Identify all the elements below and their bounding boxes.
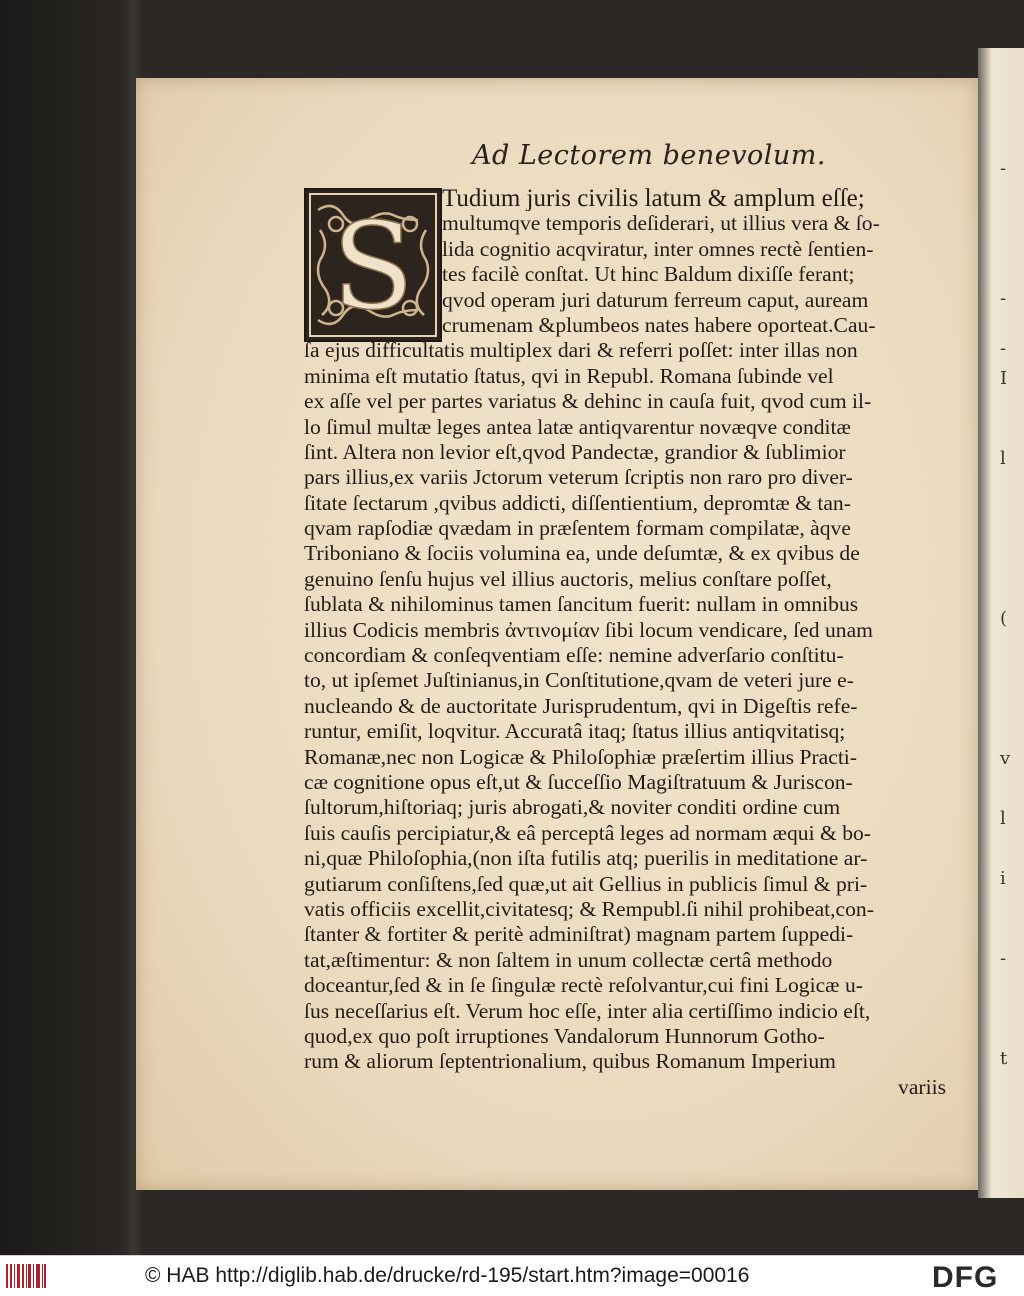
citation-link[interactable]: © HAB http://diglib.hab.de/drucke/rd-195/start.htm?image=00016: [145, 1264, 750, 1287]
adjacent-page-edge: - - - I l ( v l i - t: [978, 48, 1024, 1198]
text-line: Tudium juris civilis latum & amplum eſſe;: [442, 186, 865, 212]
text-line: genuino ſenſu hujus vel illius auctoris, melius conſtare poſſet,: [304, 566, 832, 591]
text-line: gutiarum conſiſtens,ſed quæ,ut ait Gellius in publicis ſimul & pri-: [304, 871, 868, 896]
text-line: doceantur,ſed & in ſe ſingulæ rectè reſolvantur,cui fini Logicæ u-: [304, 973, 863, 998]
text-line: tat,æſtimentur: & non ſaltem in unum collectæ certâ methodo: [304, 947, 833, 972]
text-line: ni,quæ Philoſophia,(non iſta futilis atq; puerilis in meditatione ar-: [304, 846, 868, 871]
text-line: ſint. Altera non levior eſt,qvod Pandectæ, grandior & ſublimior: [304, 439, 846, 464]
hab-barcode-icon: [6, 1264, 46, 1288]
text-line: rum & aliorum ſeptentrionalium, quibus Romanum Imperium: [304, 1049, 836, 1074]
text-line: pars illius,ex variis Jctorum veterum ſcriptis non raro pro diver-: [304, 465, 853, 490]
footer-bar: [0, 1255, 1024, 1296]
text-line: illius Codicis membris ἀντινομίαν ſibi locum vendicare, ſed unam: [304, 617, 873, 642]
text-line: multumqve temporis deſiderari, ut illius vera & ſo-: [442, 211, 880, 236]
text-line: lida cognitio acqviratur, inter omnes rectè ſentien-: [442, 236, 874, 261]
text-line: ſuis cauſis percipiatur,& eâ perceptâ leges ad normam æqui & bo-: [304, 820, 871, 845]
text-line: ex aſſe vel per partes variatus & dehinc in cauſa fuit, qvod cum il-: [304, 389, 872, 414]
text-line: to, ut ipſemet Juſtinianus,in Conſtitutione,qvam de veteri jure e-: [304, 668, 854, 693]
text-line: crumenam &plumbeos nates habere oporteat.Cau-: [442, 312, 876, 337]
text-line: runtur, emiſit, loqvitur. Accuratâ itaq; ſtatus illius antiqvitatisq;: [304, 719, 846, 744]
dfg-logo: DFG: [932, 1261, 999, 1294]
text-line: nucleando & de auctoritate Jurisprudentum, qvi in Digeſtis refe-: [304, 693, 858, 718]
text-line: ſa ejus difficultatis multiplex dari & referri poſſet: inter illas non: [304, 338, 858, 363]
text-line: quod,ex quo poſt irruptiones Vandalorum Hunnorum Gotho-: [304, 1023, 825, 1048]
text-line: cæ cognitione opus eſt,ut & ſucceſſio Magiſtratuum & Juriscon-: [304, 769, 853, 794]
text-line: ſitate ſectarum ,qvibus addicti, diſſentientium, depromtæ & tan-: [304, 490, 851, 515]
catchword: variis: [898, 1074, 946, 1099]
text-line: tes facilè conſtat. Ut hinc Baldum dixiſſe ferant;: [442, 262, 855, 287]
text-line: vatis officiis excellit,civitatesq; & Rempubl.ſi nihil prohibeat,con-: [304, 896, 874, 921]
text-line: Triboniano & ſociis volumina ea, unde deſumtæ, & ex qvibus de: [304, 541, 860, 566]
text-line: ſublata & nihilominus tamen ſancitum fuerit: nullam in omnibus: [304, 592, 859, 617]
text-line: lo ſimul multæ leges antea latæ antiqvarentur novæqve conditæ: [304, 414, 851, 439]
text-line: Romanæ,nec non Logicæ & Philoſophiæ præſertim illius Practi-: [304, 744, 858, 769]
text-line: minima eſt mutatio ſtatus, qvi in Republ. Romana ſubinde vel: [304, 363, 834, 388]
text-line: qvam rapſodiæ qvædam in præſentem formam compilatæ, àqve: [304, 516, 851, 541]
text-line: ſtanter & fortiter & peritè adminiſtrat) magnam partem ſuppedi-: [304, 922, 854, 947]
body-text: [304, 186, 946, 1100]
page-header: Ad Lectorem benevolum.: [472, 140, 826, 171]
svg-text:S: S: [331, 198, 415, 337]
text-line: qvod operam juri daturum ferreum caput, auream: [442, 287, 869, 312]
text-line: ſultorum,hiſtoriaq; juris abrogati,& noviter conditi ordine cum: [304, 795, 841, 820]
text-line: concordiam & conſeqventiam eſſe: nemine adverſario conſtitu-: [304, 643, 844, 668]
text-line: ſus neceſſarius eſt. Verum hoc eſſe, inter alia certiſſimo indicio eſt,: [304, 998, 871, 1023]
